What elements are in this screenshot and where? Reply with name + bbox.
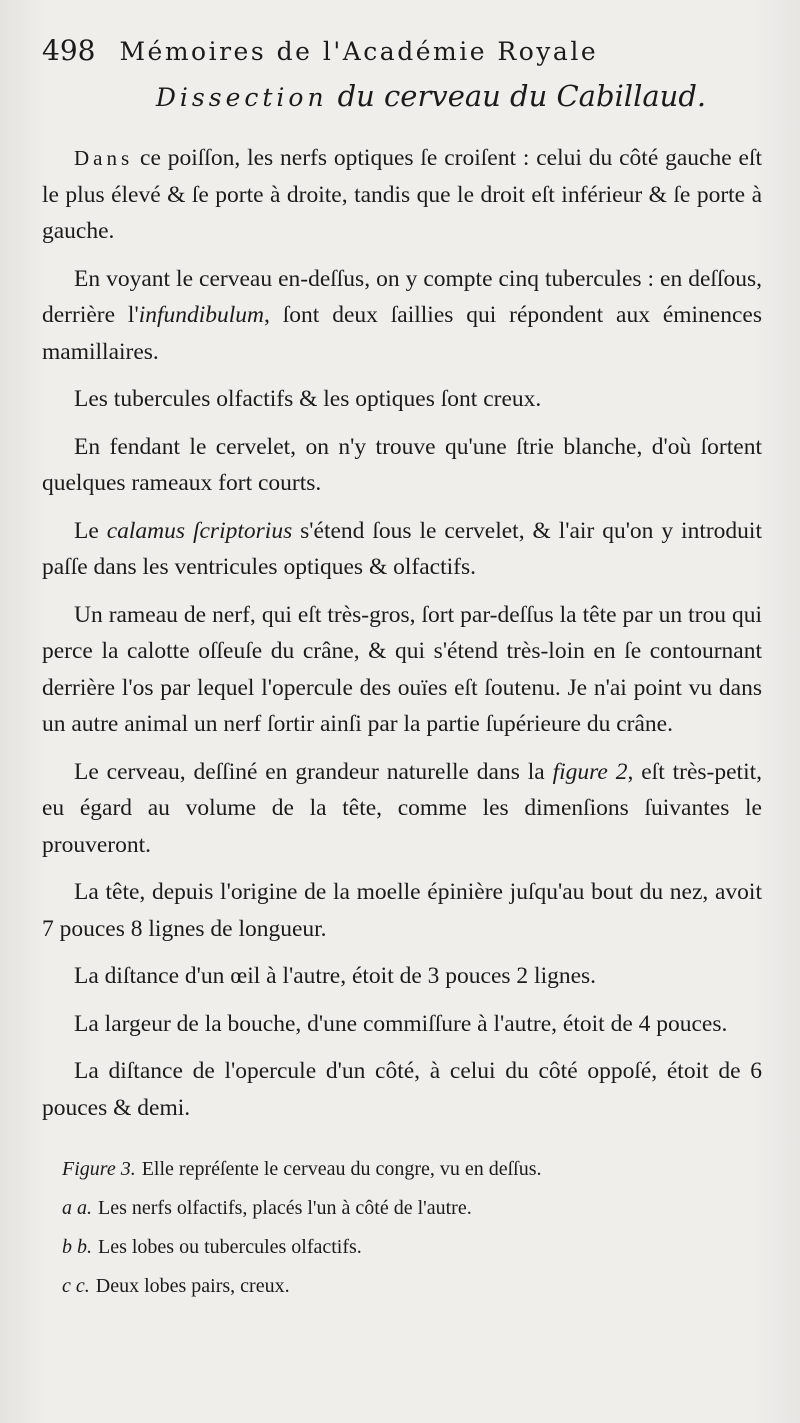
figure-reference: figure 2 xyxy=(552,758,628,785)
caption: a a. Les nerfs olfactifs, placés l'un à côté de l'autre. xyxy=(62,1197,472,1219)
caption-key: b b. xyxy=(62,1236,92,1258)
caption: b b. Les lobes ou tubercules olfactifs. xyxy=(62,1236,362,1258)
paragraph: En fendant le cervelet, on n'y trouve qu'une ſtrie blanche, d'où ſortent quelques rameaux fort courts. xyxy=(42,433,762,496)
paragraph: Le calamus ſcriptorius s'étend ſous le cervelet, & l'air qu'on y introduit paſſe dans les ventricules optiques & olfactifs. xyxy=(42,517,762,580)
caption: Figure 3. Elle repréſente le cerveau du congre, vu en deſſus. xyxy=(62,1158,542,1180)
figure-captions xyxy=(42,1150,762,1306)
caption-key: c c. xyxy=(62,1275,90,1297)
running-head xyxy=(42,34,762,78)
page-number: 498 xyxy=(42,34,96,67)
paragraph: La largeur de la bouche, d'une commiſſure à l'autre, étoit de 4 pouces. xyxy=(74,1010,728,1037)
paragraph: En voyant le cerveau en-deſſus, on y compte cinq tubercules : en deſſous, derrière l'infundibulum, ſont deux ſaillies qui répondent aux éminences mamillaires. xyxy=(42,265,762,365)
latin-term: infundibulum xyxy=(138,302,265,328)
paragraph: La diſtance d'un œil à l'autre, étoit de 3 pouces 2 lignes. xyxy=(74,963,597,989)
paragraph: La tête, depuis l'origine de la moelle épinière juſqu'au bout du nez, avoit 7 pouces 8 lignes de longueur. xyxy=(42,879,762,942)
body-text xyxy=(42,140,762,1126)
opening-word: Dans xyxy=(74,146,134,170)
caption-key: Figure 3. xyxy=(62,1158,136,1180)
paragraph: Le cerveau, deſſiné en grandeur naturelle dans la figure 2, eſt très-petit, eu égard au volume de la tête, comme les dimenſions ſuivantes le prouveront. xyxy=(42,758,762,858)
caption: c c. Deux lobes pairs, creux. xyxy=(62,1275,290,1297)
caption-key: a a. xyxy=(62,1197,92,1219)
paragraph: Un rameau de nerf, qui eſt très-gros, ſort par-deſſus la tête par un trou qui perce la calotte oſſeuſe du crâne, & qui s'étend très-loin en ſe contournant derrière l'os par lequel l'opercule des ouïes eſt ſoutenu. Je n'ai point vu dans un autre animal un nerf ſortir ainſi par la partie ſupérieure du crâne. xyxy=(42,601,762,737)
paragraph: La diſtance de l'opercule d'un côté, à celui du côté oppoſé, étoit de 6 pouces & demi. xyxy=(42,1058,762,1121)
section-title xyxy=(100,78,762,116)
paragraph: Dans ce poiſſon, les nerfs optiques ſe croiſent : celui du côté gauche eſt le plus élevé & ſe porte à droite, tandis que le droit eſt inférieur & ſe porte à gauche. xyxy=(42,145,762,244)
paragraph: Les tubercules olfactifs & les optiques ſont creux. xyxy=(74,386,542,412)
section-title-lead: Dissection xyxy=(155,83,328,112)
running-title: Mémoires de l'Académie Royale xyxy=(119,37,599,66)
section-title-rest: du cerveau du Cabillaud. xyxy=(337,79,707,113)
latin-term: calamus ſcriptorius xyxy=(106,517,293,544)
